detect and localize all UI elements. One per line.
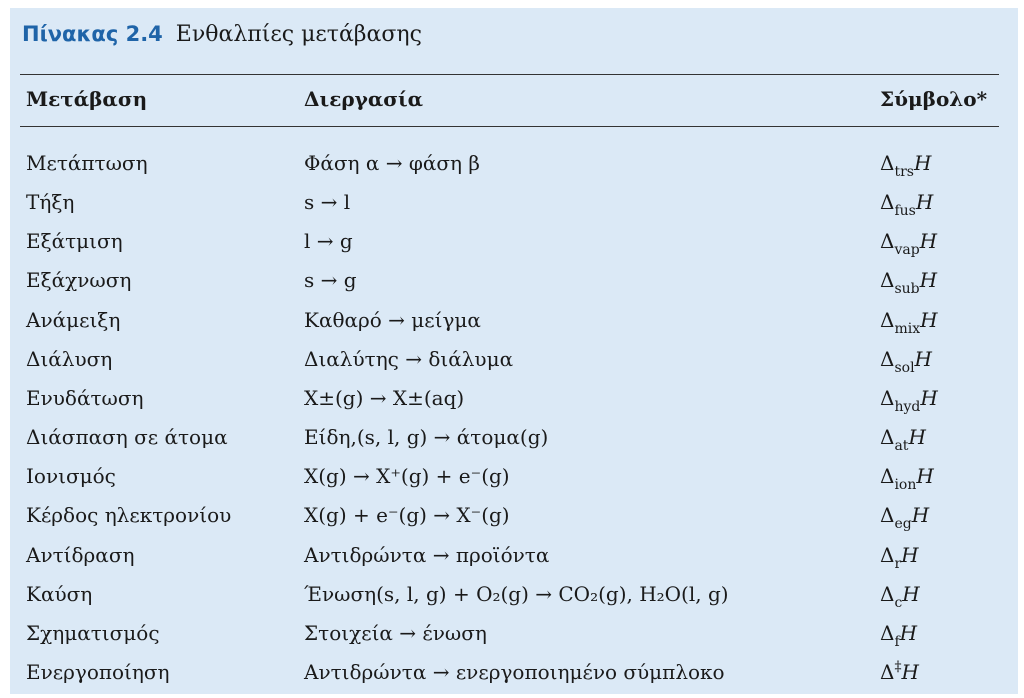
symbol-variable: H [920, 307, 938, 332]
symbol-variable: H [902, 581, 920, 606]
cell-process: Καθαρό → μείγμα [304, 307, 481, 332]
symbol-delta: Δ [880, 620, 895, 645]
table-row [0, 659, 1024, 698]
symbol-variable: H [915, 190, 934, 215]
symbol-delta: Δ [880, 425, 895, 450]
table-row [0, 581, 1024, 620]
symbol-variable: H [916, 464, 934, 489]
header-symbol: Σύμβολο* [880, 87, 988, 111]
table-title: Ενθαλπίες μετάβασης [175, 22, 422, 47]
symbol-subscript: sub [894, 281, 920, 298]
symbol-delta: Δ [880, 151, 895, 175]
header-process: Διεργασία [304, 87, 424, 111]
table-row [0, 189, 1024, 228]
symbol-subscript: mix [894, 320, 921, 337]
cell-transition: Ενυδάτωση [26, 385, 144, 410]
symbol-delta: Δ [880, 229, 895, 254]
cell-transition: Τήξη [26, 190, 75, 215]
symbol-subscript: sol [894, 359, 915, 376]
cell-process: l → g [304, 229, 353, 254]
header-rule [20, 126, 999, 127]
symbol-variable: H [908, 425, 926, 450]
cell-symbol [880, 228, 937, 257]
symbol-subscript: eg [894, 516, 912, 533]
symbol-delta: Δ [880, 346, 895, 371]
table-row [0, 307, 1024, 346]
cell-process: Ένωση(s, l, g) + O₂(g) → CO₂(g), H₂O(l, g) [304, 581, 729, 606]
cell-symbol [880, 581, 920, 610]
top-rule [20, 74, 999, 75]
symbol-variable: H [913, 151, 932, 175]
cell-transition: Ενεργοποίηση [26, 659, 170, 684]
cell-transition: Διάλυση [26, 346, 113, 371]
table-label: Πίνακας 2.4 [22, 22, 163, 46]
cell-symbol [880, 620, 917, 649]
symbol-subscript: ion [894, 477, 917, 494]
table-row [0, 385, 1024, 424]
cell-process: X±(g) → X±(aq) [304, 385, 465, 410]
cell-symbol [880, 659, 919, 688]
table-row [0, 620, 1024, 659]
cell-transition: Ανάμειξη [26, 307, 121, 332]
cell-transition: Αντίδραση [26, 542, 135, 567]
cell-process: Διαλύτης → διάλυμα [304, 346, 514, 371]
symbol-variable: H [919, 229, 938, 254]
cell-symbol [880, 150, 931, 179]
cell-process: s → g [304, 268, 357, 293]
table-row [0, 267, 1024, 306]
symbol-variable: H [901, 542, 919, 567]
symbol-delta: Δ [880, 385, 895, 410]
symbol-superscript: ‡ [894, 658, 902, 675]
symbol-delta: Δ [880, 307, 895, 332]
symbol-delta: Δ [880, 190, 895, 215]
cell-process: X(g) + e⁻(g) → X⁻(g) [304, 503, 510, 528]
cell-symbol [880, 307, 938, 336]
cell-process: Αντιδρώντα → ενεργοποιημένο σύμπλοκο [304, 659, 725, 684]
table-row [0, 502, 1024, 541]
symbol-subscript: f [894, 633, 900, 650]
cell-process: Φάση α → φάση β [304, 151, 480, 175]
table-row [0, 424, 1024, 463]
table-row [0, 542, 1024, 581]
cell-symbol [880, 189, 933, 218]
symbol-subscript: fus [894, 203, 916, 220]
cell-symbol [880, 424, 926, 453]
table-row [0, 150, 1024, 189]
cell-symbol [880, 502, 929, 531]
cell-transition: Κέρδος ηλεκτρονίου [26, 503, 232, 528]
symbol-delta: Δ [880, 464, 895, 489]
cell-transition: Σχηματισμός [26, 620, 160, 645]
symbol-subscript: at [894, 438, 909, 455]
symbol-variable: H [899, 620, 918, 645]
cell-process: Στοιχεία → ένωση [304, 620, 487, 645]
cell-transition: Διάσπαση σε άτομα [26, 425, 228, 450]
cell-transition: Μετάπτωση [26, 151, 148, 175]
cell-transition: Καύση [26, 581, 93, 606]
symbol-variable: H [920, 385, 938, 410]
symbol-subscript: c [894, 594, 903, 611]
table-row [0, 463, 1024, 502]
table-row [0, 346, 1024, 385]
table-caption [22, 22, 422, 47]
cell-transition: Εξάτμιση [26, 229, 123, 254]
cell-process: X(g) → X⁺(g) + e⁻(g) [304, 464, 510, 489]
symbol-variable: H [911, 503, 930, 528]
cell-transition: Εξάχνωση [26, 268, 132, 293]
symbol-variable: H [914, 346, 932, 371]
cell-symbol [880, 267, 937, 296]
symbol-subscript: hyd [894, 398, 921, 415]
cell-process: s → l [304, 190, 351, 215]
symbol-delta: Δ [880, 542, 895, 567]
header-transition: Μετάβαση [26, 87, 148, 111]
cell-process: Είδη,(s, l, g) → άτομα(g) [304, 425, 549, 450]
symbol-variable: H [919, 268, 938, 293]
symbol-delta: Δ [880, 268, 895, 293]
cell-symbol [880, 346, 932, 375]
symbol-delta: Δ [880, 503, 895, 528]
cell-process: Αντιδρώντα → προϊόντα [304, 542, 550, 567]
table-row [0, 228, 1024, 267]
cell-transition: Ιονισμός [26, 464, 116, 489]
cell-symbol [880, 385, 938, 414]
symbol-delta: Δ [880, 659, 895, 684]
cell-symbol [880, 542, 919, 571]
symbol-subscript: trs [894, 164, 914, 180]
symbol-subscript: vap [894, 242, 920, 259]
cell-symbol [880, 463, 934, 492]
symbol-subscript: r [894, 555, 902, 572]
symbol-delta: Δ [880, 581, 895, 606]
symbol-variable: H [901, 659, 919, 684]
